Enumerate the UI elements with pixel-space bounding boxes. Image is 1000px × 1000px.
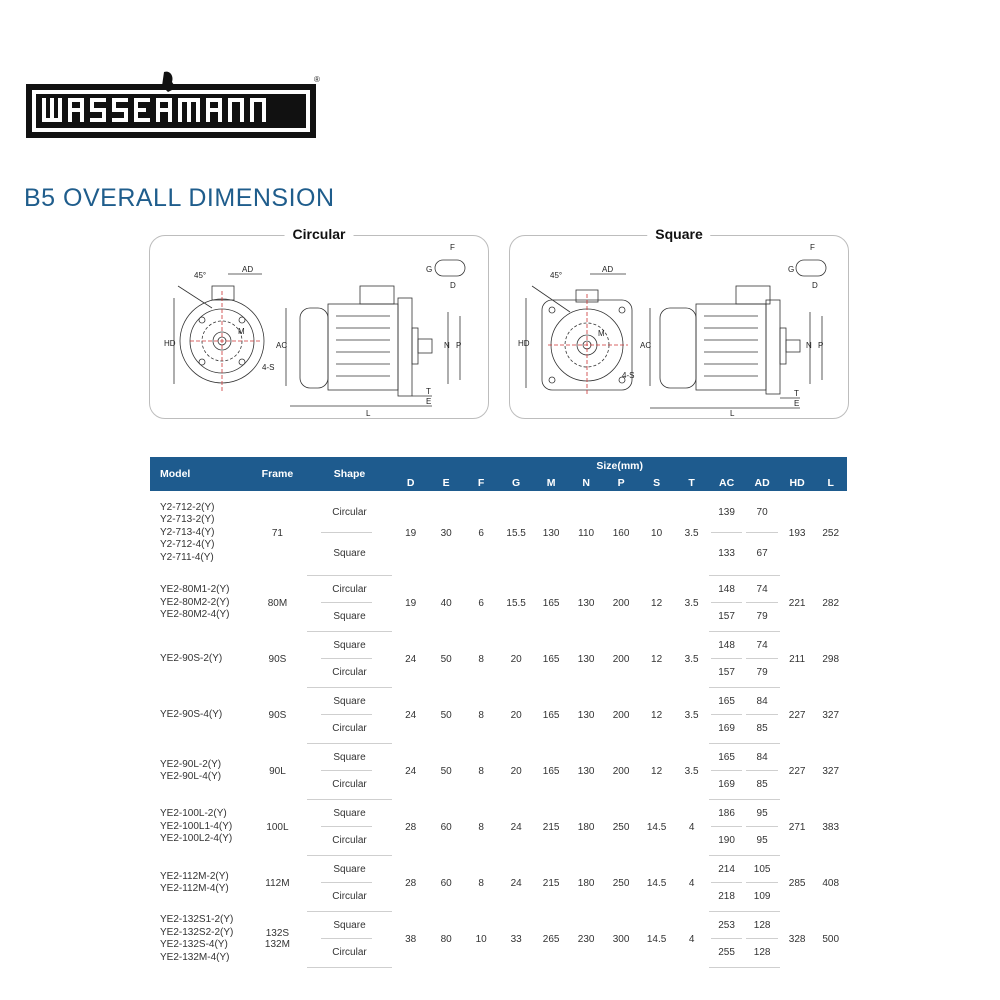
size-f-cell: 8 — [478, 653, 484, 665]
size-m-cell: 165 — [542, 597, 560, 609]
size-l-cell: 500 — [822, 933, 840, 945]
model-name: YE2-132S1-2(Y) — [160, 914, 234, 925]
frame-cell — [248, 743, 307, 799]
model-name: YE2-90L-4(Y) — [160, 771, 222, 782]
size-hd-cell: 193 — [788, 527, 806, 539]
size-g-cell: 15.5 — [506, 597, 526, 609]
size-s-cell: 12 — [651, 597, 663, 609]
header-col-e: E — [429, 474, 463, 491]
dim-e: E — [426, 397, 432, 406]
dimension-table — [150, 457, 847, 968]
size-l-cell: 282 — [822, 597, 840, 609]
shape-cell: Square — [307, 603, 393, 631]
model-cell — [150, 631, 248, 687]
size-hd-cell: 221 — [788, 597, 806, 609]
size-ad-cell: 95 — [744, 799, 780, 827]
size-l-cell: 383 — [822, 821, 840, 833]
size-hd-cell: 285 — [788, 877, 806, 889]
table-row — [150, 855, 847, 883]
size-t-cell: 4 — [688, 933, 695, 945]
size-m-cell: 165 — [542, 653, 560, 665]
shape-cell: Square — [307, 911, 393, 939]
shape-cell: Square — [307, 743, 393, 771]
dim-f: F — [810, 243, 815, 252]
shape-cell: Circular — [307, 491, 393, 533]
dim-t: T — [426, 387, 431, 396]
size-ac-cell: 165 — [709, 743, 745, 771]
model-name: YE2-132M-4(Y) — [160, 951, 230, 963]
model-cell — [150, 911, 248, 967]
size-l-cell: 327 — [822, 709, 840, 721]
size-ac-cell: 169 — [709, 715, 745, 743]
table-row — [150, 491, 847, 533]
size-e-cell: 50 — [440, 653, 452, 665]
size-p-cell: 200 — [612, 765, 630, 777]
size-ac-cell: 148 — [709, 631, 745, 659]
size-ad-cell: 84 — [744, 687, 780, 715]
size-ac-cell: 157 — [709, 659, 745, 687]
dim-g: G — [788, 265, 795, 274]
size-ac-cell: 165 — [709, 687, 745, 715]
shape-cell: Square — [307, 799, 393, 827]
size-s-cell: 14.5 — [646, 821, 667, 833]
model-name: Y2-711-4(Y) — [160, 551, 214, 563]
size-ad-cell: 70 — [744, 491, 780, 533]
model-name: YE2-90S-4(Y) — [160, 708, 223, 720]
size-g-cell: 15.5 — [506, 527, 526, 539]
size-n-cell: 130 — [577, 709, 595, 721]
dim-m: M — [238, 327, 245, 336]
size-d-cell: 24 — [405, 709, 417, 721]
size-n-cell: 130 — [577, 597, 595, 609]
header-col-hd: HD — [780, 474, 814, 491]
size-l-cell: 408 — [822, 877, 840, 889]
size-ad-cell: 74 — [744, 575, 780, 603]
header-size-group: Size(mm) — [392, 457, 847, 474]
size-p-cell: 250 — [612, 877, 630, 889]
model-name: YE2-112M-2(Y) — [160, 870, 229, 882]
size-e-cell: 60 — [440, 821, 452, 833]
size-hd-cell: 227 — [788, 765, 806, 777]
dim-ac: AC — [276, 341, 288, 350]
size-t-cell: 3.5 — [684, 527, 699, 539]
dim-s: 4-S — [622, 371, 635, 380]
size-l-cell: 298 — [822, 653, 840, 665]
header-col-f: F — [463, 474, 499, 491]
table-row — [150, 799, 847, 827]
size-n-cell: 230 — [577, 933, 595, 945]
size-g-cell: 20 — [510, 653, 522, 665]
size-g-cell: 24 — [510, 821, 522, 833]
frame-value: 90L — [269, 765, 286, 777]
size-t-cell: 3.5 — [684, 597, 699, 609]
size-l-cell: 327 — [822, 765, 840, 777]
model-cell — [150, 575, 248, 631]
model-cell — [150, 687, 248, 743]
size-ac-cell: 148 — [709, 575, 745, 603]
header-col-ad: AD — [744, 474, 780, 491]
frame-cell — [248, 911, 307, 967]
size-g-cell: 20 — [510, 709, 522, 721]
size-g-cell: 24 — [510, 877, 522, 889]
size-ac-cell: 253 — [709, 911, 745, 939]
frame-value: 90S — [268, 709, 287, 721]
size-f-cell: 10 — [475, 933, 487, 945]
size-ad-cell: 79 — [744, 603, 780, 631]
size-e-cell: 50 — [440, 709, 452, 721]
header-col-n: N — [569, 474, 603, 491]
size-m-cell: 165 — [542, 709, 560, 721]
dim-d: D — [812, 281, 818, 290]
diagram-title: Circular — [285, 226, 354, 242]
size-l-cell: 252 — [822, 527, 840, 539]
dim-ad: AD — [602, 265, 614, 274]
header-col-p: P — [603, 474, 639, 491]
size-m-cell: 215 — [542, 877, 560, 889]
size-m-cell: 215 — [542, 821, 560, 833]
size-hd-cell: 211 — [789, 653, 806, 665]
size-d-cell: 24 — [405, 765, 417, 777]
diagram-title: Square — [647, 226, 710, 242]
model-name: YE2-90S-2(Y) — [160, 652, 223, 664]
size-p-cell: 200 — [612, 709, 630, 721]
size-m-cell: 265 — [542, 933, 560, 945]
shape-cell: Circular — [307, 715, 393, 743]
dim-t: T — [794, 389, 799, 398]
table-row — [150, 687, 847, 715]
diagram-square — [509, 226, 849, 419]
frame-cell — [248, 855, 307, 911]
size-d-cell: 19 — [405, 597, 417, 609]
frame-value: 90S — [268, 653, 287, 665]
model-name: YE2-132S-4(Y) — [160, 939, 228, 950]
header-col-ac: AC — [709, 474, 745, 491]
dim-angle: 45° — [194, 271, 207, 280]
header-col-g: G — [499, 474, 533, 491]
size-s-cell: 14.5 — [646, 877, 667, 889]
table-row — [150, 911, 847, 939]
header-col-m: M — [533, 474, 569, 491]
table-row — [150, 743, 847, 771]
dim-g: G — [426, 265, 433, 274]
size-ad-cell: 79 — [744, 659, 780, 687]
header-col-d: D — [392, 474, 429, 491]
model-name: Y2-712-4(Y) — [160, 539, 215, 551]
size-ac-cell: 214 — [709, 855, 745, 883]
frame-value: 112M — [265, 877, 290, 889]
dim-ac: AC — [640, 341, 652, 350]
size-f-cell: 8 — [478, 821, 484, 833]
size-n-cell: 110 — [578, 527, 595, 539]
size-ad-cell: 128 — [744, 939, 780, 967]
size-ac-cell: 218 — [709, 883, 745, 911]
size-n-cell: 180 — [577, 821, 595, 833]
frame-value: 100L — [266, 821, 289, 833]
size-p-cell: 200 — [612, 653, 630, 665]
shape-cell: Square — [307, 855, 393, 883]
dim-d: D — [450, 281, 456, 290]
dim-p: P — [456, 341, 462, 350]
size-s-cell: 12 — [651, 653, 663, 665]
dim-e: E — [794, 399, 800, 408]
table-row — [150, 575, 847, 603]
size-ac-cell: 139 — [709, 491, 745, 533]
dim-p: P — [818, 341, 824, 350]
dim-m: M — [598, 329, 605, 338]
table-row — [150, 631, 847, 659]
model-cell — [150, 743, 248, 799]
dim-l: L — [366, 409, 371, 418]
size-d-cell: 28 — [405, 821, 417, 833]
size-ad-cell: 128 — [744, 911, 780, 939]
size-m-cell: 130 — [542, 527, 560, 539]
size-t-cell: 3.5 — [684, 709, 699, 721]
size-ac-cell: 186 — [709, 799, 745, 827]
shape-cell: Circular — [307, 771, 393, 799]
size-t-cell: 4 — [688, 821, 695, 833]
size-g-cell: 33 — [510, 933, 522, 945]
registered-mark: ® — [314, 75, 320, 84]
size-g-cell: 20 — [510, 765, 522, 777]
size-d-cell: 24 — [405, 653, 417, 665]
model-name: YE2-132S2-2(Y) — [160, 926, 234, 938]
model-cell — [150, 799, 248, 855]
size-ac-cell: 157 — [709, 603, 745, 631]
frame-cell — [248, 799, 307, 855]
size-t-cell: 4 — [688, 877, 695, 889]
model-name: YE2-80M1-2(Y) — [160, 584, 230, 596]
size-f-cell: 6 — [478, 597, 484, 609]
frame-cell — [248, 631, 307, 687]
dim-l: L — [730, 409, 735, 418]
size-hd-cell: 227 — [788, 709, 806, 721]
frame-value: 132S — [265, 928, 290, 939]
shape-cell: Circular — [307, 659, 393, 687]
size-s-cell: 14.5 — [646, 933, 667, 945]
size-f-cell: 8 — [478, 709, 484, 721]
size-e-cell: 30 — [440, 527, 452, 539]
size-n-cell: 130 — [577, 653, 595, 665]
dim-n: N — [806, 341, 812, 350]
model-name: YE2-112M-4(Y) — [160, 883, 229, 894]
shape-cell: Square — [307, 533, 393, 575]
size-d-cell: 38 — [405, 933, 417, 945]
model-name: YE2-90L-2(Y) — [160, 758, 222, 770]
model-name: YE2-100L1-4(Y) — [160, 820, 233, 832]
size-m-cell: 165 — [542, 765, 560, 777]
model-name: YE2-100L2-4(Y) — [160, 833, 233, 845]
shape-cell: Square — [307, 687, 393, 715]
size-f-cell: 6 — [478, 527, 484, 539]
model-name: Y2-712-2(Y) — [160, 501, 215, 513]
size-hd-cell: 328 — [788, 933, 806, 945]
frame-value: 132M — [264, 939, 290, 950]
size-ac-cell: 169 — [709, 771, 745, 799]
table-body — [150, 491, 847, 967]
size-ac-cell: 255 — [709, 939, 745, 967]
size-hd-cell: 271 — [788, 821, 806, 833]
diagram-circular-drawing — [150, 236, 488, 418]
size-s-cell: 12 — [651, 709, 663, 721]
frame-cell — [248, 575, 307, 631]
size-s-cell: 10 — [651, 527, 663, 539]
wassermann-logo — [24, 70, 324, 142]
shape-cell: Circular — [307, 939, 393, 967]
size-f-cell: 8 — [478, 765, 484, 777]
model-name: Y2-713-2(Y) — [160, 514, 215, 526]
size-d-cell: 19 — [405, 527, 417, 539]
size-ad-cell: 85 — [744, 715, 780, 743]
model-cell — [150, 491, 248, 575]
dim-ad: AD — [242, 265, 254, 274]
size-ad-cell: 85 — [744, 771, 780, 799]
dim-f: F — [450, 243, 455, 252]
size-ad-cell: 74 — [744, 631, 780, 659]
model-name: YE2-80M2-4(Y) — [160, 609, 230, 621]
header-shape: Shape — [307, 457, 393, 491]
size-e-cell: 50 — [440, 765, 452, 777]
size-f-cell: 8 — [478, 877, 484, 889]
size-p-cell: 200 — [612, 597, 630, 609]
size-n-cell: 180 — [577, 877, 595, 889]
size-e-cell: 40 — [440, 597, 452, 609]
size-ac-cell: 190 — [709, 827, 745, 855]
diagram-square-drawing — [510, 236, 848, 418]
size-p-cell: 160 — [612, 527, 630, 539]
frame-cell — [248, 687, 307, 743]
size-ad-cell: 67 — [744, 533, 780, 575]
frame-value: 71 — [271, 527, 283, 539]
header-col-l: L — [814, 474, 847, 491]
table-header — [150, 457, 847, 491]
size-p-cell: 300 — [612, 933, 630, 945]
header-frame: Frame — [248, 457, 307, 491]
size-s-cell: 12 — [651, 765, 663, 777]
shape-cell: Circular — [307, 575, 393, 603]
model-cell — [150, 855, 248, 911]
page-title: B5 OVERALL DIMENSION — [24, 184, 335, 212]
shape-cell: Circular — [307, 883, 393, 911]
size-d-cell: 28 — [405, 877, 417, 889]
size-t-cell: 3.5 — [684, 653, 699, 665]
dim-angle: 45° — [550, 271, 563, 280]
frame-value: 80M — [267, 597, 288, 609]
shape-cell: Square — [307, 631, 393, 659]
size-ad-cell: 109 — [744, 883, 780, 911]
header-col-t: T — [674, 474, 708, 491]
size-n-cell: 130 — [577, 765, 595, 777]
dim-n: N — [444, 341, 450, 350]
size-ad-cell: 105 — [744, 855, 780, 883]
size-p-cell: 250 — [612, 821, 630, 833]
diagram-circular — [149, 226, 489, 419]
size-e-cell: 80 — [440, 933, 452, 945]
size-t-cell: 3.5 — [684, 765, 699, 777]
model-name: Y2-713-4(Y) — [160, 526, 215, 538]
dim-hd: HD — [518, 339, 530, 348]
size-ad-cell: 95 — [744, 827, 780, 855]
size-e-cell: 60 — [440, 877, 452, 889]
model-name: YE2-80M2-2(Y) — [160, 596, 230, 608]
dim-s: 4-S — [262, 363, 275, 372]
header-col-s: S — [639, 474, 675, 491]
frame-cell — [248, 491, 307, 575]
model-name: YE2-100L-2(Y) — [160, 808, 227, 820]
size-ad-cell: 84 — [744, 743, 780, 771]
size-ac-cell: 133 — [709, 533, 745, 575]
shape-cell: Circular — [307, 827, 393, 855]
dim-hd: HD — [164, 339, 176, 348]
header-model: Model — [150, 457, 248, 491]
